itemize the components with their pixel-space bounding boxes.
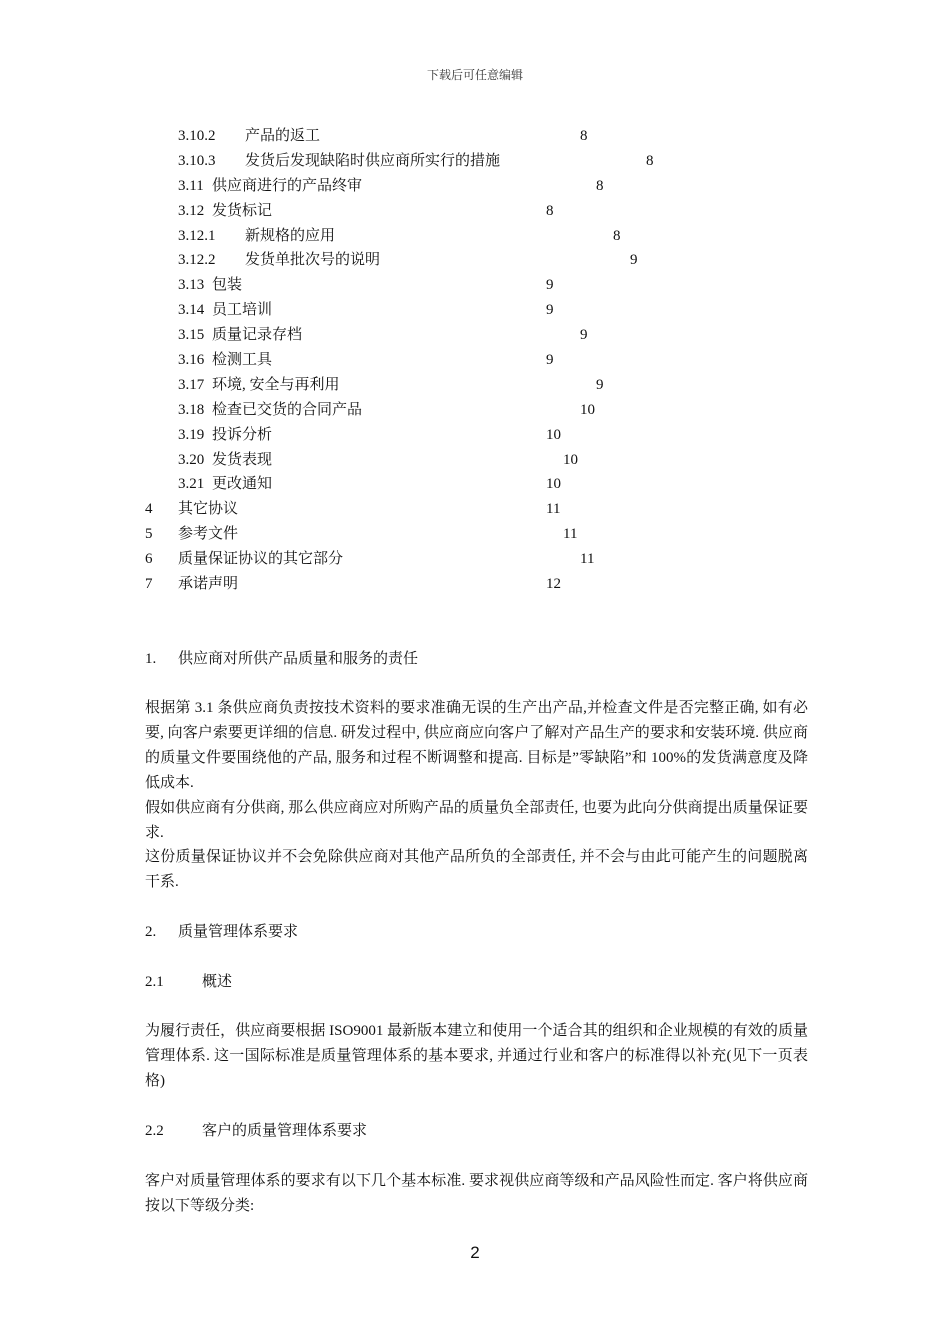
toc-entry-page: 12: [546, 576, 561, 593]
toc-entry-number: 3.15: [178, 327, 205, 344]
toc-entry-number: 3.13: [178, 277, 205, 294]
toc-entry[interactable]: [0, 572, 950, 597]
section-number: 1.: [145, 651, 157, 667]
toc-entry[interactable]: [0, 174, 950, 199]
toc-entry-page: 9: [546, 352, 554, 369]
toc-entry-number: 3.14: [178, 302, 205, 319]
section-1-heading: [145, 647, 808, 672]
toc-entry[interactable]: [0, 373, 950, 398]
toc-entry-title: 员工培训: [212, 302, 273, 319]
toc-entry-title: 发货表现: [212, 451, 273, 468]
paragraph: 这份质量保证协议并不会免除供应商对其他产品所负的全部责任, 并不会与由此可能产生的问题脱离干系.: [145, 849, 808, 891]
toc-entry-number: 3.19: [178, 426, 205, 443]
toc-entry-number: 3.12: [178, 202, 205, 219]
toc-entry-title: 更改通知: [212, 476, 273, 493]
toc-entry-title: 环境, 安全与再利用: [212, 376, 340, 393]
toc-entry-page: 8: [580, 128, 588, 144]
toc-entry[interactable]: [0, 248, 950, 273]
toc-entry-number: 3.11: [178, 177, 204, 194]
toc-entry-title: 质量保证协议的其它部分: [178, 551, 344, 568]
section-title: 质量管理体系要求: [178, 924, 299, 940]
toc-entry-page: 9: [546, 302, 554, 319]
section-2-2-body: [145, 1169, 808, 1219]
section-number: 2.1: [145, 974, 164, 990]
toc-entry-page: 10: [580, 401, 595, 418]
toc-entry-number: 5: [145, 526, 153, 543]
toc-entry-number: 3.21: [178, 476, 205, 493]
toc-entry-page: 10: [546, 426, 561, 443]
paragraph: 根据第 3.1 条供应商负责按技术资料的要求准确无误的生产出产品,并检查文件是否完整正确, 如有必要, 向客户索要更详细的信息. 研发过程中, 供应商应向客户了解对产品生产的要求和安装环境. 供应商的质量文件要围绕他的产品, 服务和过程不断调整和提高. 目标是”零缺陷”和 100%的发货满意度及降低成本.: [145, 700, 808, 791]
toc-entry-page: 9: [596, 376, 604, 393]
paragraph: 为履行责任，供应商要根据 ISO9001 最新版本建立和使用一个适合其的组织和企业规模的有效的质量管理体系. 这一国际标准是质量管理体系的基本要求, 并通过行业和客户的标准得以补充(见下一页表格): [145, 1023, 808, 1089]
toc-entry[interactable]: [0, 497, 950, 522]
toc-entry-number: 3.10.2: [178, 128, 216, 144]
section-title: 供应商对所供产品质量和服务的责任: [178, 651, 419, 667]
toc-entry-page: 8: [596, 177, 604, 194]
table-of-contents: [0, 124, 950, 597]
toc-entry[interactable]: [0, 348, 950, 373]
toc-entry[interactable]: [0, 273, 950, 298]
toc-entry[interactable]: [0, 547, 950, 572]
section-2-1-heading: [145, 970, 808, 995]
toc-entry[interactable]: [0, 298, 950, 323]
paragraph: 假如供应商有分供商, 那么供应商应对所购产品的质量负全部责任, 也要为此向分供商提出质量保证要求.: [145, 799, 808, 841]
toc-entry-number: 3.16: [178, 352, 205, 369]
toc-entry-number: 6: [145, 551, 153, 568]
toc-entry-page: 9: [630, 252, 638, 269]
toc-entry-page: 9: [580, 327, 588, 344]
section-number: 2.: [145, 924, 157, 940]
section-1-body: [145, 696, 808, 895]
toc-entry[interactable]: [0, 423, 950, 448]
toc-entry-title: 其它协议: [178, 501, 239, 518]
toc-entry-page: 11: [563, 526, 578, 543]
toc-entry-title: 投诉分析: [212, 426, 273, 443]
toc-entry-title: 检查已交货的合同产品: [212, 401, 363, 418]
toc-entry-number: 3.10.3: [178, 152, 216, 169]
toc-entry-title: 新规格的应用: [245, 227, 336, 244]
toc-entry-title: 发货后发现缺陷时供应商所实行的措施: [245, 152, 501, 169]
toc-entry-number: 3.20: [178, 451, 205, 468]
toc-entry-title: 产品的返工: [245, 128, 321, 144]
toc-entry[interactable]: [0, 472, 950, 497]
page-header: 下载后可任意编辑: [426, 68, 523, 82]
section-2-heading: [145, 920, 808, 945]
toc-entry[interactable]: [0, 124, 950, 149]
toc-entry-number: 3.18: [178, 401, 205, 418]
toc-entry-number: 4: [145, 501, 153, 518]
toc-entry-title: 参考文件: [178, 526, 239, 543]
toc-entry-page: 10: [563, 451, 578, 468]
toc-entry-page: 8: [646, 152, 654, 169]
toc-entry-number: 3.12.2: [178, 252, 216, 269]
toc-entry-page: 11: [546, 501, 561, 518]
toc-entry-page: 10: [546, 476, 561, 493]
toc-entry-number: 3.17: [178, 376, 205, 393]
toc-entry[interactable]: [0, 149, 950, 174]
toc-entry[interactable]: [0, 199, 950, 224]
toc-entry[interactable]: [0, 522, 950, 547]
paragraph: 客户对质量管理体系的要求有以下几个基本标准. 要求视供应商等级和产品风险性而定. 客户将供应商按以下等级分类:: [145, 1173, 808, 1214]
toc-entry-page: 8: [613, 227, 621, 244]
toc-entry-title: 检测工具: [212, 352, 273, 369]
section-2-1-body: [145, 1019, 808, 1094]
section-2-2-heading: [145, 1119, 808, 1144]
toc-entry-title: 承诺声明: [178, 576, 239, 593]
toc-entry-title: 供应商进行的产品终审: [212, 177, 363, 194]
toc-entry-number: 7: [145, 576, 153, 593]
toc-entry[interactable]: [0, 323, 950, 348]
toc-entry-page: 9: [546, 277, 554, 294]
toc-entry-title: 发货标记: [212, 202, 273, 219]
toc-entry-title: 包装: [212, 277, 243, 294]
toc-entry-title: 发货单批次号的说明: [245, 252, 381, 269]
section-title: 概述: [202, 974, 233, 990]
toc-entry[interactable]: [0, 224, 950, 249]
toc-entry[interactable]: [0, 448, 950, 473]
toc-entry[interactable]: [0, 398, 950, 423]
page-number: 2: [470, 1243, 480, 1262]
section-number: 2.2: [145, 1123, 164, 1139]
toc-entry-number: 3.12.1: [178, 227, 216, 244]
toc-entry-title: 质量记录存档: [212, 327, 303, 344]
toc-entry-page: 11: [580, 551, 595, 568]
toc-entry-page: 8: [546, 202, 554, 219]
section-title: 客户的质量管理体系要求: [202, 1123, 368, 1139]
